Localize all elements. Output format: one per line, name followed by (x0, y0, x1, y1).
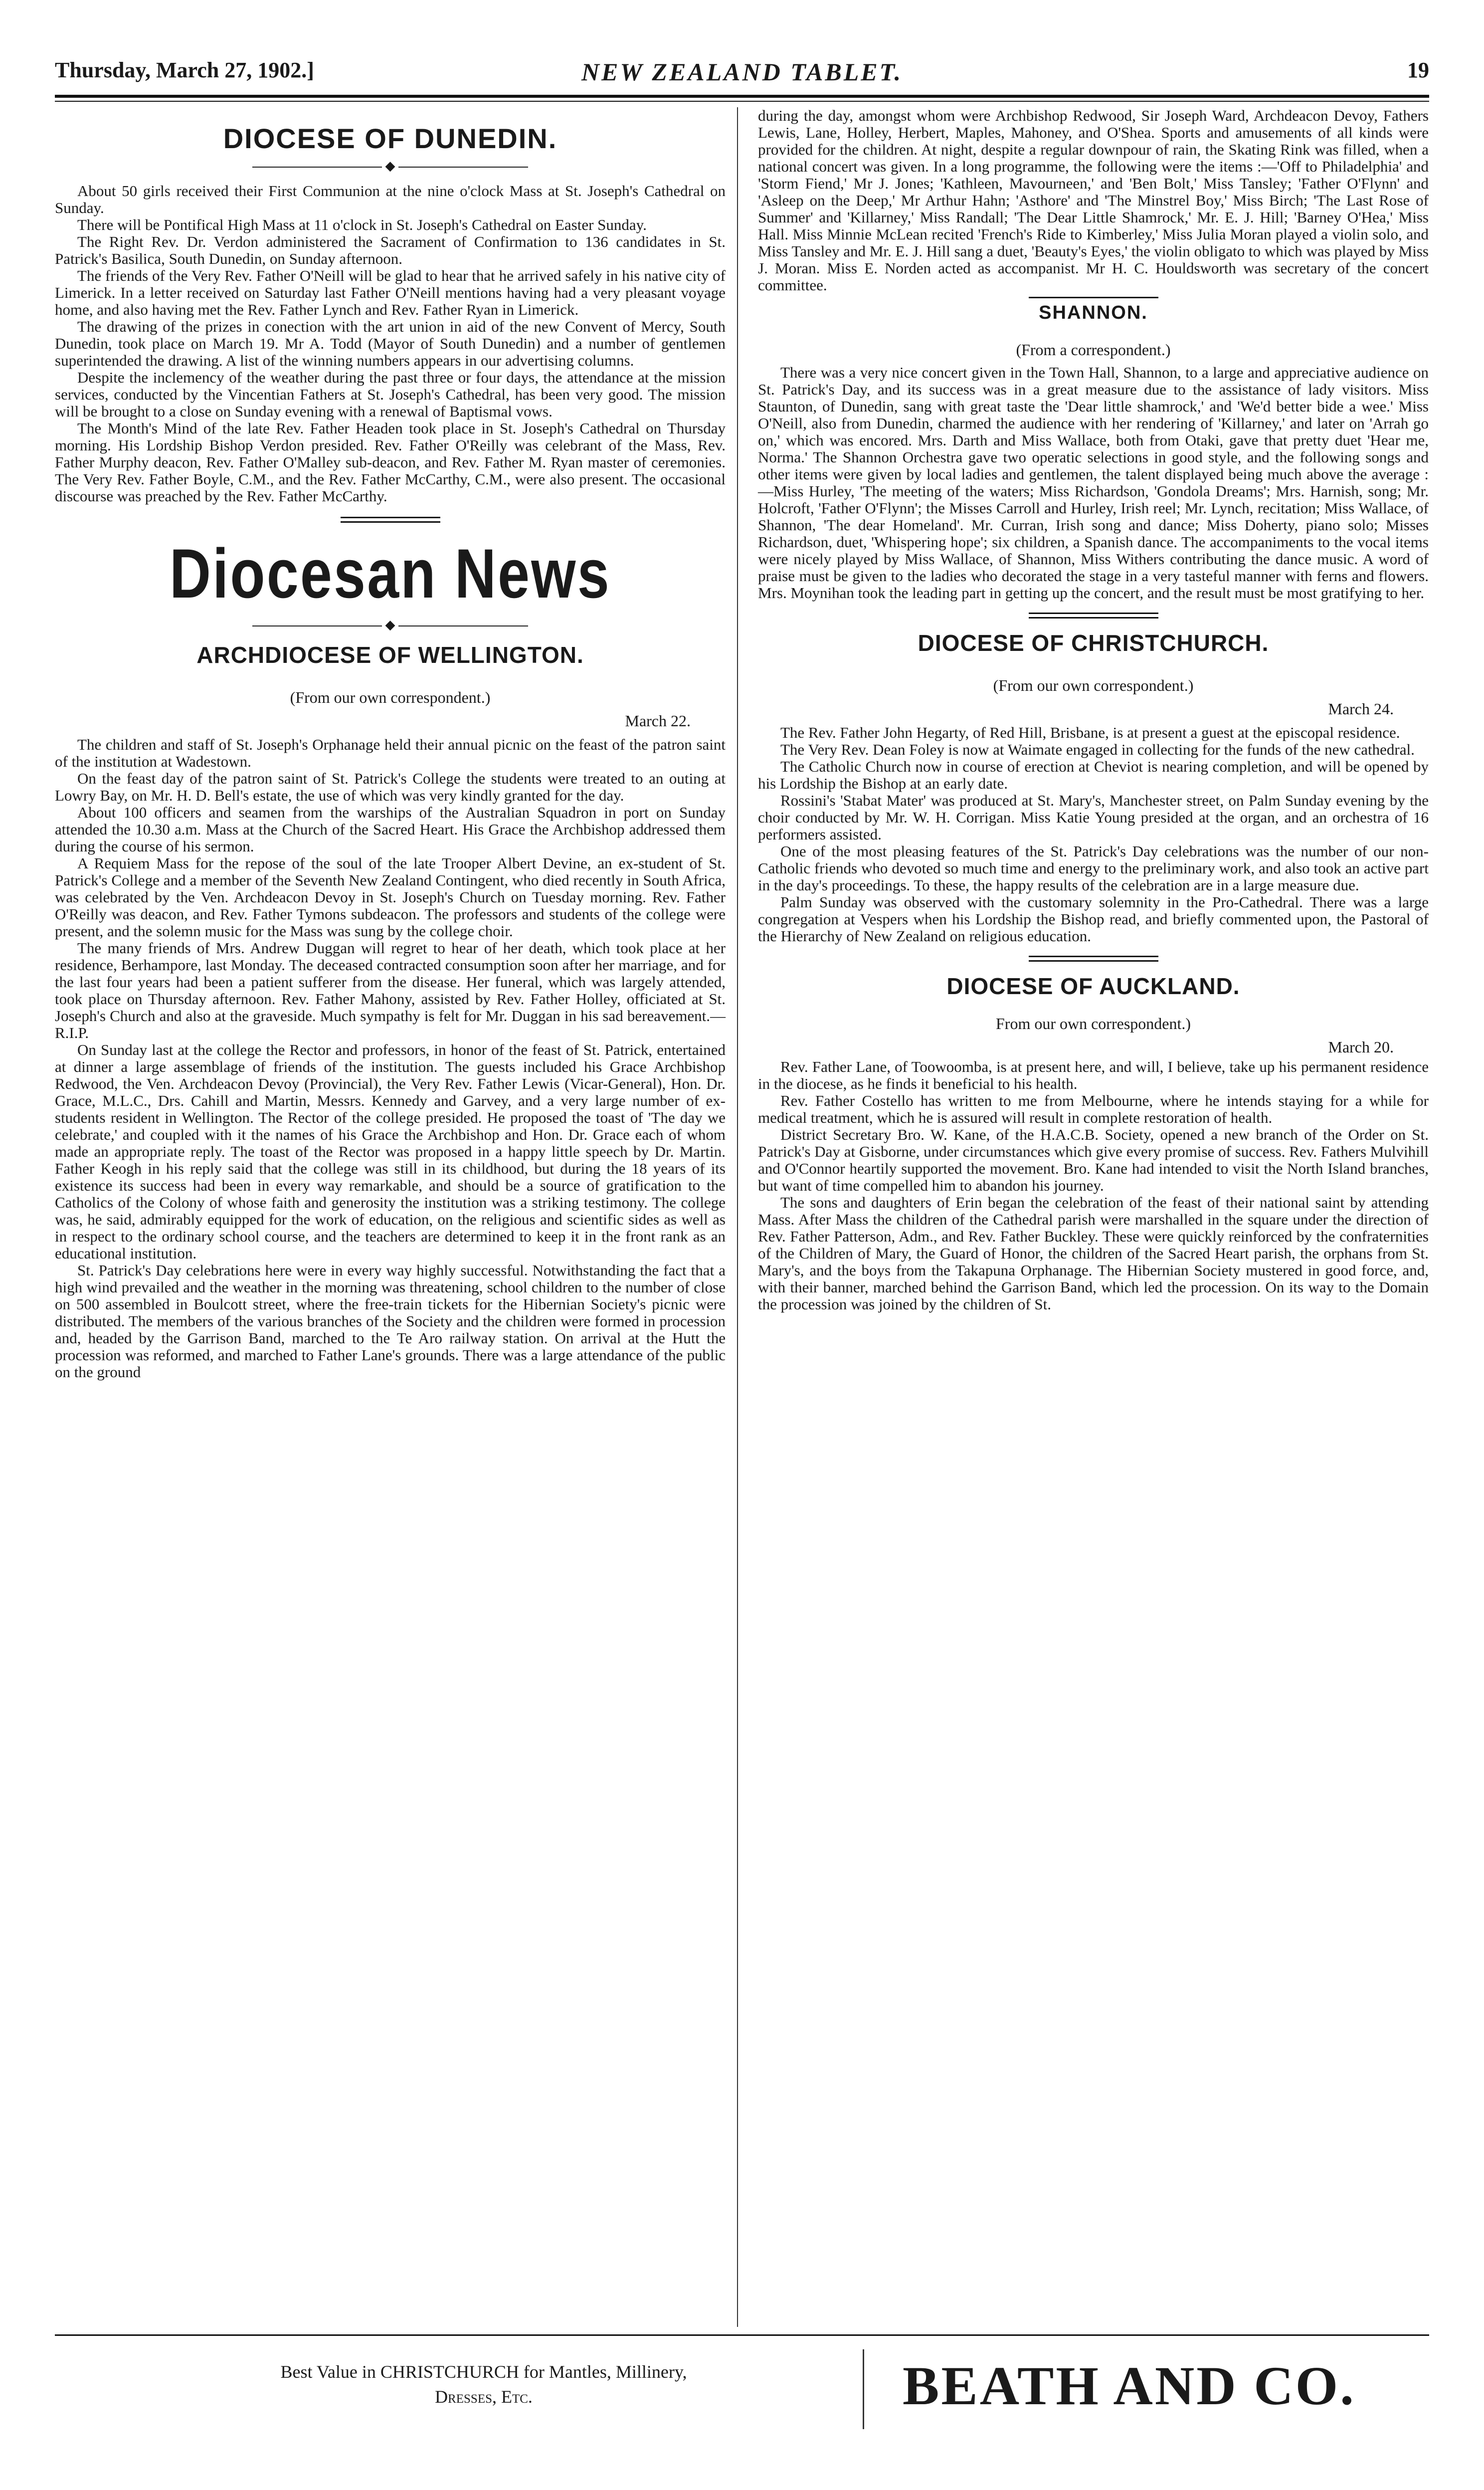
christchurch-heading: DIOCESE OF CHRISTCHURCH. (918, 630, 1269, 656)
paragraph: Palm Sunday was observed with the customary solemnity in the Pro-Cathedral. There was a large congregation at Vespers when his Lordship the Bishop read, and briefly commented upon, the Pastoral of the Hierarchy of New Zealand on religious education. (758, 893, 1429, 945)
paragraph: The many friends of Mrs. Andrew Duggan will regret to hear of her death, which took place at her residence, Berhampore, last Monday. The deceased contracted consumption soon after her marriage, and for the last four years had been a patient sufferer from the disease. Her funeral, which was largely attended, took place on Thursday afternoon. Rev. Father Mahony, assisted by Rev. Father Holley, officiated at St. Joseph's Church and also at the graveside. Much sympathy is felt for Mr. Duggan in his sad bereavement.—R.I.P. (55, 939, 726, 1041)
paragraph-continued: during the day, amongst whom were Archbishop Redwood, Sir Joseph Ward, Archdeacon Devoy, Fathers Lewis, Lane, Holley, Herbert, Maples, Mahoney, and O'Shea. Sports and amusements of all kinds were provided for the children. At night, despite a regular downpour of rain, the Skating Rink was filled, when a national concert was given. In a long programme, the following were the items :—'Off to Philadelphia' and 'Storm Fiend,' Mr J. Jones; 'Kathleen, Mavourneen,' and 'Ben Bolt,' Miss Tansley; 'Father O'Flynn' and 'Asleep on the Deep,' Mr Arthur Hahn; 'Asthore' and 'The Minstrel Boy,' Miss Birch; 'The Last Rose of Summer' and 'Killarney,' Miss Randall; 'The Dear Little Shamrock,' Mr. E. J. Hill; 'Barney O'Hea,' Miss Hall. Miss Minnie McLean recited 'French's Ride to Kimberley,' Miss Julia Moran played a violin solo, and Miss Tansley and Mr. E. J. Hill sang a duet, 'Beauty's Eyes,' the violin obligato to which was played by Miss J. Moran. Miss E. Norden acted as accompanist. Mr H. C. Houldsworth was secretary of the concert committee. (758, 107, 1429, 294)
paragraph: On the feast day of the patron saint of St. Patrick's College the students were treated to an outing at Lowry Bay, on Mr. H. D. Bell's estate, the use of which was very kindly granted for the day. (55, 770, 726, 804)
diocesan-news-banner: Diocesan News (170, 534, 611, 613)
header-rule (55, 95, 1429, 102)
auckland-articles (758, 1058, 1429, 1313)
footer-divider (863, 2349, 864, 2429)
footer-rule (55, 2334, 1429, 2336)
auckland-correspondent: From our own correspondent.) (995, 1015, 1191, 1033)
paragraph: The Month's Mind of the late Rev. Father Headen took place in St. Joseph's Cathedral on Thursday morning. His Lordship Bishop Verdon presided. Rev. Father O'Reilly was celebrant of the Mass, Rev. Father Murphy deacon, Rev. Father O'Malley sub-deacon, and Rev. Father M. Ryan master of ceremonies. The Very Rev. Father Boyle, C.M., and the Rev. Father McCarthy, C.M., were also present. The occasional discourse was preached by the Rev. Father McCarthy. (55, 419, 726, 505)
paragraph: Rossini's 'Stabat Mater' was produced at St. Mary's, Manchester street, on Palm Sunday evening by the choir conducted by Mr. W. H. Corrigan. Miss Katie Young presided at the organ, and an orchestra of 16 performers assisted. (758, 792, 1429, 843)
paragraph: District Secretary Bro. W. Kane, of the H.A.C.B. Society, opened a new branch of the Order on St. Patrick's Day at Gisborne, under circumstances which give every promise of success. Rev. Fathers Mulvihill and O'Connor heartily supported the movement. Bro. Kane had intended to visit the North Island branches, but want of time compelled him to abandon his journey. (758, 1126, 1429, 1194)
wellington-correspondent: (From our own correspondent.) (290, 688, 491, 706)
paragraph: A Requiem Mass for the repose of the soul of the late Trooper Albert Devine, an ex-student of St. Patrick's College and a member of the Seventh New Zealand Contingent, who died recently in South Africa, was celebrated by the Ven. Archdeacon Devoy in St. Joseph's Church on Tuesday morning. Rev. Father O'Reilly was deacon, and Rev. Father Tymons subdeacon. The professors and students of the college were present, and the solemn music for the Mass was sung by the college choir. (55, 854, 726, 940)
double-rule (1029, 613, 1158, 619)
paragraph: The sons and daughters of Erin began the celebration of the feast of their national saint by attending Mass. After Mass the children of the Cathedral parish were marshalled in the square under the direction of Rev. Father Patterson, Adm., and Rev. Father Buckley. These were quickly reinforced by the confraternities of the Children of Mary, the Guard of Honor, the children of the Sacred Heart parish, the orphans from St. Mary's, and the boys from the Takapuna Orphanage. The Hibernian Society mustered in good force, and, with their banner, marched behind the Garrison Band, which led the procession. On its way to the Domain the procession was joined by the children of St. (758, 1194, 1429, 1313)
shannon-correspondent: (From a correspondent.) (1016, 341, 1171, 359)
double-rule (1029, 956, 1158, 962)
auckland-heading: DIOCESE OF AUCKLAND. (946, 973, 1240, 999)
paragraph: Despite the inclemency of the weather during the past three or four days, the attendance at the mission services, conducted by the Vincentian Fathers at St. Joseph's Cathedral, has been very good. The mission will be brought to a close on Sunday evening with a renewal of Baptismal vows. (55, 369, 726, 420)
double-rule (341, 517, 440, 523)
column-divider (737, 107, 738, 2327)
section-rule (1029, 297, 1158, 298)
wellington-date: March 22. (625, 712, 691, 730)
dunedin-articles (55, 183, 726, 505)
paragraph: Rev. Father Costello has written to me from Melbourne, where he intends staying for a while for medical treatment, which he is assured will result in complete restoration of health. (758, 1092, 1429, 1126)
issue-date: Thursday, March 27, 1902.] (55, 58, 314, 82)
page-number: 19 (1407, 58, 1429, 82)
wellington-articles (55, 736, 726, 1381)
dunedin-heading: DIOCESE OF DUNEDIN. (223, 123, 557, 154)
paragraph: About 100 officers and seamen from the warships of the Australian Squadron in port on Sunday attended the 10.30 a.m. Mass at the Church of the Sacred Heart. His Grace the Archbishop addressed them during the course of his sermon. (55, 804, 726, 855)
advertisement-footer (55, 2349, 1429, 2449)
paragraph: The Right Rev. Dr. Verdon administered the Sacrament of Confirmation to 136 candidates in St. Patrick's Basilica, South Dunedin, on Sunday afternoon. (55, 233, 726, 267)
advert-text (135, 2359, 833, 2409)
paragraph: The children and staff of St. Joseph's Orphanage held their annual picnic on the feast of the patron saint of the institution at Wadestown. (55, 736, 726, 770)
paragraph: There was a very nice concert given in the Town Hall, Shannon, to a large and appreciative audience on St. Patrick's Day, and its success was in a great measure due to the assistance of lady visitors. Miss Staunton, of Dunedin, sang with great taste the 'Dear little shamrock,' and 'We'd better bide a wee.' Miss O'Neill, also from Dunedin, charmed the audience with her rendering of 'Killarney,' and later on 'Arrah go on,' which was encored. Mrs. Darth and Miss Wallace, both from Otaki, gave that pretty duet 'Hear me, Norma.' The Shannon Orchestra gave two operatic selections in good style, and the following songs and other items were given by local ladies and gentlemen, the talent displayed being much above the average :—Miss Hurley, 'The meeting of the waters; Miss Richardson, 'Gondola Dreams'; Mrs. Harnish, song; Mr. Holcroft, 'Father O'Flynn'; the Misses Carroll and Hurley, Irish reel; Mr. Lynch, recitation; Miss Wallace, of Shannon, 'The dear Homeland'. Mr. Curran, Irish song and dance; Miss Doherty, piano solo; Misses Richardson, duet, 'Whispering hope'; six children, a Spanish dance. The accompaniments to the vocal items were nicely played by Miss Wallace, of Shannon, Miss Withers contributing the dance music. A word of praise must be given to the ladies who decorated the stage in a very tasteful manner with ferns and flowers. Mrs. Moynihan took the leading part in getting up the concert, and the result must be most gratifying to her. (758, 364, 1429, 602)
christchurch-articles (758, 724, 1429, 945)
paragraph: On Sunday last at the college the Rector and professors, in honor of the feast of St. Patrick, entertained at dinner a large assemblage of friends of the institution. The guests included his Grace Archbishop Redwood, the Ven. Archdeacon Devoy (Provincial), the Very Rev. Father Lewis (Vicar-General), Hon. Dr. Grace, M.L.C., Drs. Cahill and Martin, Messrs. Kennedy and Garvey, and a very large number of ex-students resident in Wellington. The Rector of the college presided. He proposed the toast of 'The day we celebrate,' and coupled with it the names of his Grace the Archbishop and Hon. Dr. Grace each of whom made an appropriate reply. The toast of the Rector was proposed in a happy little speech by Dr. Martin. Father Keogh in his reply said that the college was still in its childhood, but during the 18 years of its existence its success had been in every way remarkable, and should be a source of gratification to the Catholics of the Colony of whose faith and generosity the institution was a striking testimony. The college was, he said, admirably equipped for the work of education, on the religious and scientific sides as well as in respect to the ordinary school course, and the teachers are determined to keep it in the front rank as an educational institution. (55, 1041, 726, 1262)
paragraph: One of the most pleasing features of the St. Patrick's Day celebrations was the number of our non-Catholic friends who devoted so much time and energy to the preliminary work, and also took an active part in the day's proceedings. To these, the happy results of the celebration are in a large measure due. (758, 842, 1429, 894)
paragraph: The friends of the Very Rev. Father O'Neill will be glad to hear that he arrived safely in his native city of Limerick. In a letter received on Saturday last Father O'Neill mentions having had a very pleasant voyage home, and also having met the Rev. Father Lynch and Rev. Father Ryan in Limerick. (55, 267, 726, 318)
paragraph: About 50 girls received their First Communion at the nine o'clock Mass at St. Joseph's Cathedral on Sunday. (55, 182, 726, 216)
shannon-heading: SHANNON. (1039, 302, 1148, 323)
ornament-divider: ◆ (55, 158, 726, 175)
wellington-heading: ARCHDIOCESE OF WELLINGTON. (196, 642, 584, 668)
advert-brand: BEATH AND CO. (903, 2355, 1356, 2416)
paragraph: The Catholic Church now in course of erection at Cheviot is nearing completion, and will be opened by his Lordship the Bishop at an early date. (758, 758, 1429, 792)
christchurch-date: March 24. (1328, 700, 1394, 718)
paragraph: The Rev. Father John Hegarty, of Red Hill, Brisbane, is at present a guest at the episcopal residence. (780, 724, 1400, 741)
publication-title: NEW ZEALAND TABLET. (581, 58, 903, 86)
christchurch-correspondent: (From our own correspondent.) (993, 676, 1194, 694)
paragraph: There will be Pontifical High Mass at 11 o'clock in St. Joseph's Cathedral on Easter Sunday. (77, 216, 647, 233)
advert-line-2: Dresses, Etc. (435, 2387, 533, 2407)
paragraph: St. Patrick's Day celebrations here were in every way highly successful. Notwithstanding the fact that a high wind prevailed and the weather in the morning was threatening, school children to the number of close on 500 assembled in Boulcott street, where the free-train tickets for the Hibernian Society's picnic were distributed. The members of the various branches of the Society and the children were formed in procession and, headed by the Garrison Band, marched to the Te Aro railway station. On arrival at the Hutt the procession was reformed, and marched to Father Lane's grounds. There was a large attendance of the public on the ground (55, 1261, 726, 1381)
ornament-divider: ◆ (55, 617, 726, 633)
right-column (758, 107, 1429, 1313)
left-column (55, 107, 726, 1381)
paragraph: The Very Rev. Dean Foley is now at Waimate engaged in collecting for the funds of the new cathedral. (780, 741, 1415, 758)
paragraph: The drawing of the prizes in conection with the art union in aid of the new Convent of Mercy, South Dunedin, took place on March 19. Mr A. Todd (Mayor of South Dunedin) and a number of gentlemen superintended the drawing. A list of the winning numbers appears in our advertising columns. (55, 318, 726, 369)
advert-line-1: Best Value in CHRISTCHURCH for Mantles, Millinery, (280, 2362, 687, 2382)
page-header (55, 52, 1429, 97)
paragraph: Rev. Father Lane, of Toowoomba, is at present here, and will, I believe, take up his permanent residence in the diocese, as he finds it beneficial to his health. (758, 1058, 1429, 1092)
auckland-date: March 20. (1328, 1038, 1394, 1056)
